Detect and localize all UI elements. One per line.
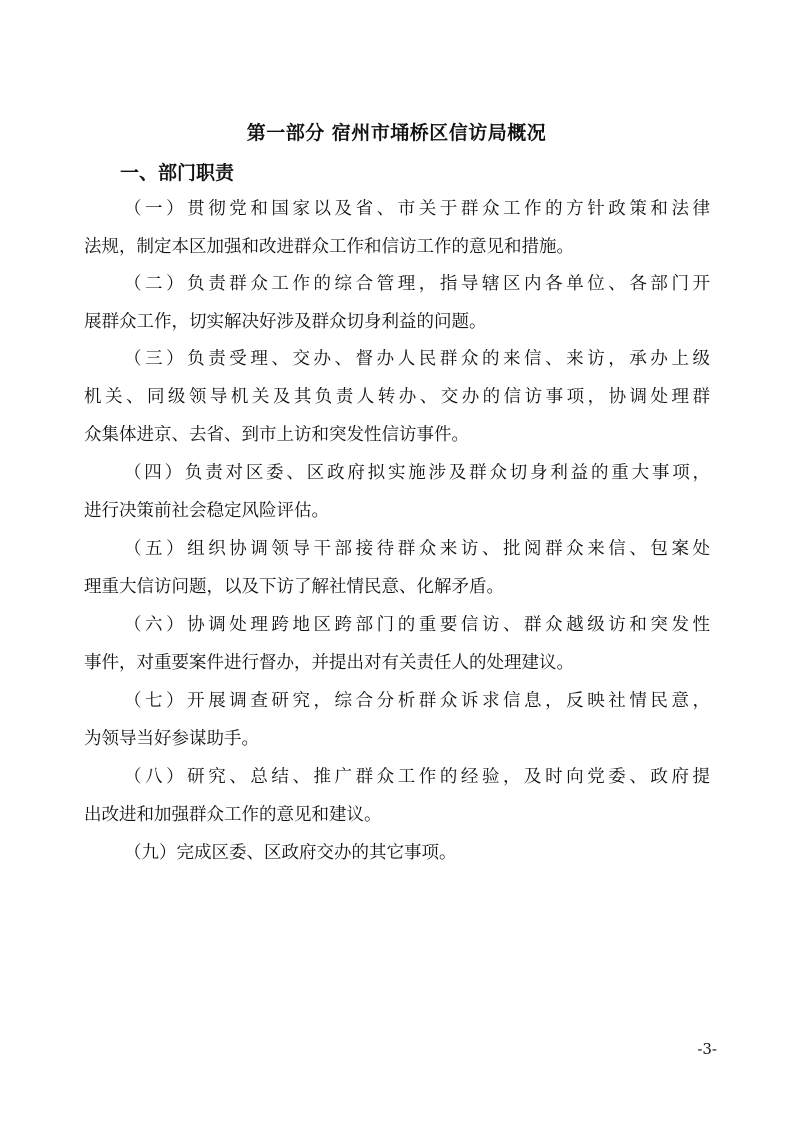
duty-item-line: （九）完成区委、区政府交办的其它事项。 bbox=[124, 843, 457, 863]
duty-item-line: 事件，对重要案件进行督办，并提出对有关责任人的处理建议。 bbox=[84, 653, 574, 673]
duty-item-line: （八）研究、总结、推广群众工作的经验，及时向党委、政府提 bbox=[124, 767, 710, 787]
section-heading: 一、部门职责 bbox=[120, 162, 235, 184]
page-number: -3- bbox=[697, 1040, 717, 1058]
duty-item-line: 机关、同级领导机关及其负责人转办、交办的信访事项，协调处理群 bbox=[84, 387, 710, 407]
duty-item-3 bbox=[84, 340, 710, 454]
duty-item-6 bbox=[84, 606, 710, 682]
duty-item-line: （六）协调处理跨地区跨部门的重要信访、群众越级访和突发性 bbox=[124, 615, 710, 635]
duty-item-7 bbox=[84, 682, 710, 758]
duty-item-line: 出改进和加强群众工作的意见和建议。 bbox=[84, 805, 382, 825]
duty-item-line: 进行决策前社会稳定风险评估。 bbox=[84, 501, 329, 521]
duty-item-line: （一）贯彻党和国家以及省、市关于群众工作的方针政策和法律 bbox=[124, 199, 710, 219]
duty-item-line: （五）组织协调领导干部接待群众来访、批阅群众来信、包案处 bbox=[124, 539, 710, 559]
duty-item-line: 展群众工作，切实解决好涉及群众切身利益的问题。 bbox=[84, 312, 487, 332]
duty-item-1 bbox=[84, 190, 710, 266]
duty-item-2 bbox=[84, 265, 710, 341]
duty-item-line: 理重大信访问题，以及下访了解社情民意、化解矛盾。 bbox=[84, 577, 504, 597]
duty-item-5 bbox=[84, 530, 710, 606]
duty-item-line: 众集体进京、去省、到市上访和突发性信访事件。 bbox=[84, 425, 469, 445]
duty-item-line: 法规，制定本区加强和改进群众工作和信访工作的意见和措施。 bbox=[84, 237, 574, 257]
page-title: 第一部分 宿州市埇桥区信访局概况 bbox=[246, 122, 547, 144]
duty-item-line: （二）负责群众工作的综合管理，指导辖区内各单位、各部门开 bbox=[124, 274, 710, 294]
duty-item-line: （七）开展调查研究，综合分析群众诉求信息，反映社情民意， bbox=[124, 691, 710, 711]
duty-item-8 bbox=[84, 758, 710, 834]
duty-item-4 bbox=[84, 454, 710, 530]
duty-item-line: （三）负责受理、交办、督办人民群众的来信、来访，承办上级 bbox=[124, 349, 710, 369]
duty-item-line: 为领导当好参谋助手。 bbox=[84, 729, 259, 749]
duty-item-line: （四）负责对区委、区政府拟实施涉及群众切身利益的重大事项， bbox=[124, 463, 710, 483]
duty-item-9 bbox=[84, 834, 710, 872]
